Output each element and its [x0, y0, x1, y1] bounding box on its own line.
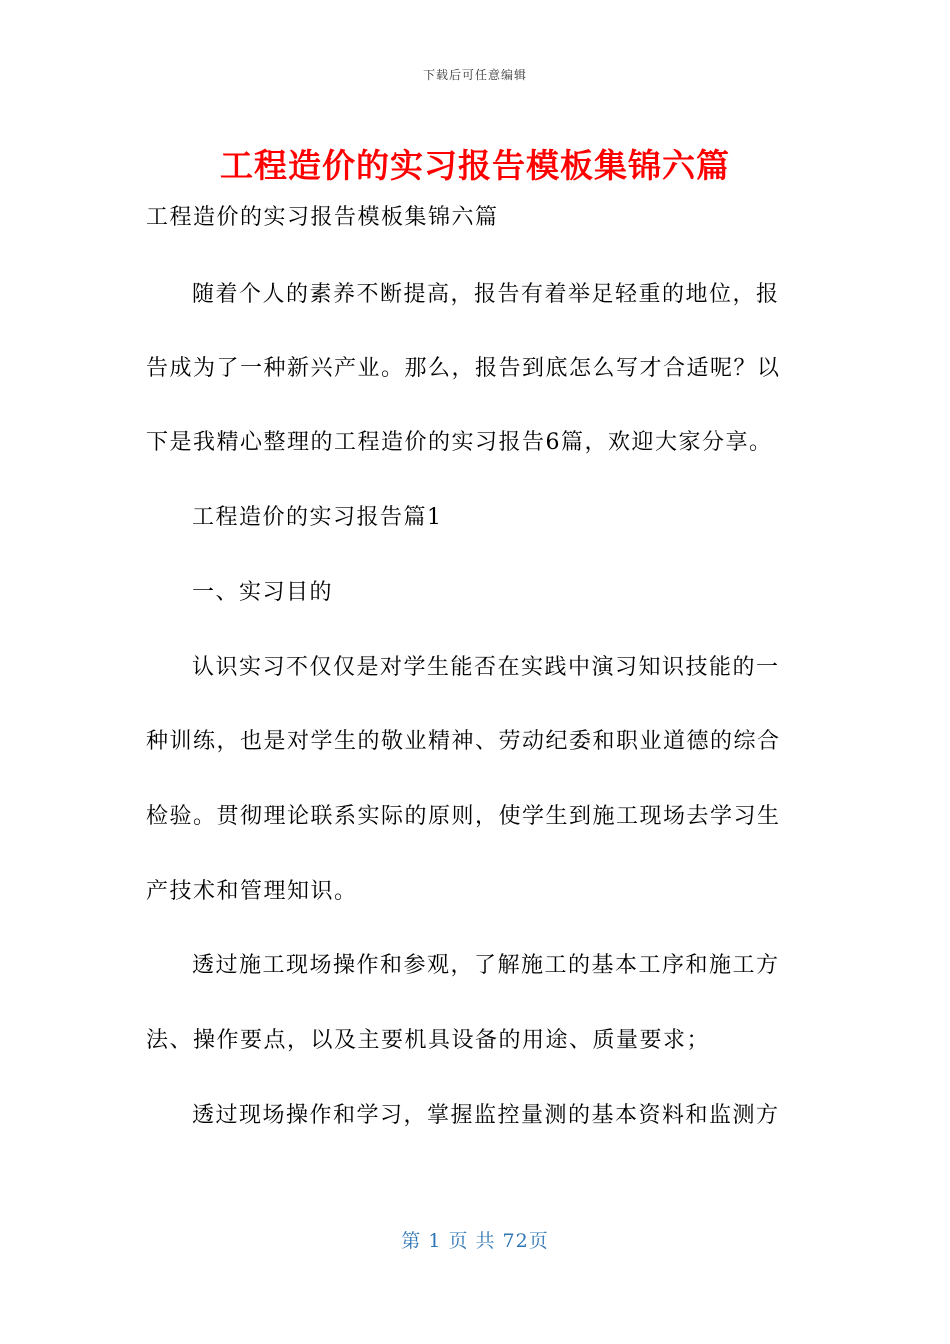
section-heading: 工程造价的实习报告篇1	[192, 505, 443, 530]
paragraph-line: 透过现场操作和学习，掌握监控量测的基本资料和监测方	[192, 1103, 780, 1128]
page-number-footer: 第 1 页 共 72页	[401, 1230, 549, 1252]
paragraph-line: 下是我精心整理的工程造价的实习报告6篇，欢迎大家分享。	[146, 430, 773, 455]
paragraph-line: 检验。贯彻理论联系实际的原则，使学生到施工现场去学习生	[146, 804, 781, 829]
paragraph-line: 告成为了一种新兴产业。那么，报告到底怎么写才合适呢？以	[146, 356, 781, 381]
paragraph-line: 透过施工现场操作和参观，了解施工的基本工序和施工方	[192, 953, 780, 978]
header-note: 下载后可任意编辑	[422, 68, 527, 82]
subtitle-line: 工程造价的实习报告模板集锦六篇	[146, 205, 499, 230]
subsection-heading: 一、实习目的	[192, 580, 334, 605]
paragraph-line: 随着个人的素养不断提高，报告有着举足轻重的地位，报	[192, 282, 780, 307]
document-title: 工程造价的实习报告模板集锦六篇	[220, 146, 730, 185]
paragraph-line: 产技术和管理知识。	[146, 879, 358, 904]
paragraph-line: 法、操作要点，以及主要机具设备的用途、质量要求；	[146, 1028, 711, 1053]
paragraph-line: 认识实习不仅仅是对学生能否在实践中演习知识技能的一	[192, 655, 780, 680]
paragraph-line: 种训练，也是对学生的敬业精神、劳动纪委和职业道德的综合	[146, 729, 781, 754]
